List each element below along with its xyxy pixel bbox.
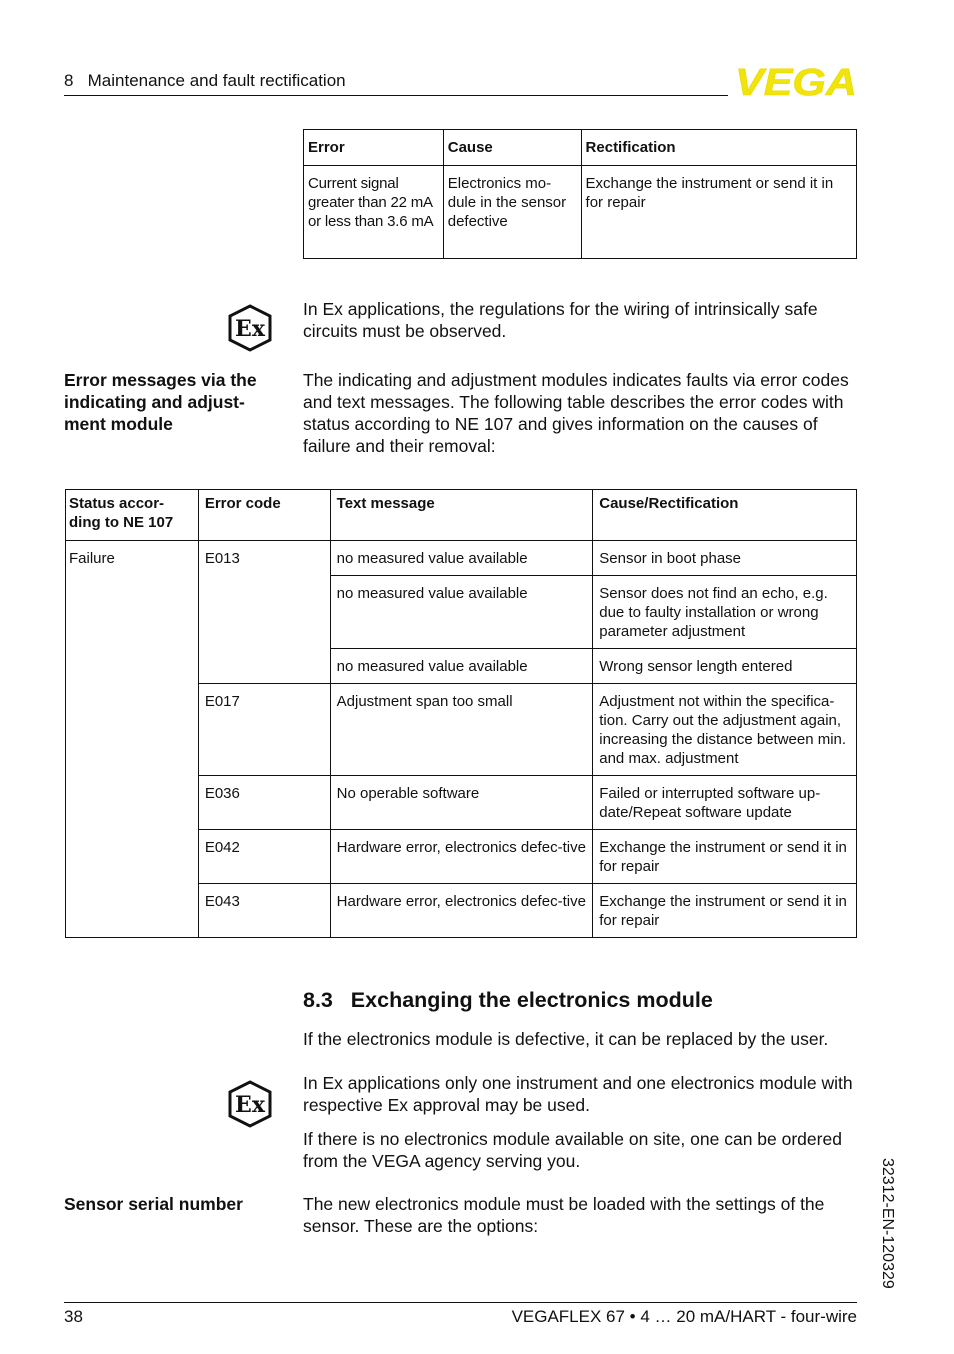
- text-message-cell: no measured value available: [330, 576, 593, 649]
- ne107-error-table: [65, 489, 857, 938]
- cause-cell: Sensor in boot phase: [593, 541, 857, 576]
- table-row: [304, 166, 857, 259]
- text-message-cell: Hardware error, electronics defec-tive: [330, 830, 593, 884]
- chapter-header: 8 Maintenance and fault rectification: [64, 71, 346, 90]
- error-code-cell: E036: [198, 776, 330, 830]
- table-header-row: [304, 130, 857, 166]
- text-message-cell: Hardware error, electronics defec-tive: [330, 884, 593, 938]
- table-row: [66, 541, 857, 576]
- error-messages-label: Error messages via the indicating and adjust-ment module: [64, 370, 257, 434]
- table-cell: Current signal greater than 22 mA or less than 3.6 mA: [304, 166, 444, 259]
- section-intro: If the electronics module is defective, it can be replaced by the user.: [303, 1029, 829, 1049]
- serial-number-label: Sensor serial number: [64, 1194, 243, 1214]
- svg-text:VEGA: VEGA: [735, 64, 857, 98]
- document-number: 32312-EN-120329: [879, 1158, 896, 1289]
- cause-cell: Exchange the instrument or send it in for repair: [593, 830, 857, 884]
- column-header: Cause/Rectification: [593, 490, 857, 541]
- order-note: If there is no electronics module available on site, one can be ordered from the VEGA agency serving you.: [303, 1129, 842, 1171]
- table-header-row: [66, 490, 857, 541]
- text-message-cell: Adjustment span too small: [330, 684, 593, 776]
- vega-logo: [734, 64, 858, 98]
- error-code-cell: E042: [198, 830, 330, 884]
- column-header: Error code: [198, 490, 330, 541]
- product-name: VEGAFLEX 67 • 4 … 20 mA/HART - four-wire: [511, 1307, 857, 1326]
- cause-cell: Adjustment not within the specifica-tion. Carry out the adjustment again, increasing the distance between min. and max. adjustment: [593, 684, 857, 776]
- ex-icon: [226, 304, 274, 352]
- footer-rule: [64, 1302, 857, 1303]
- column-header: Status accor-ding to NE 107: [66, 490, 199, 541]
- svg-text:Ex: Ex: [235, 316, 265, 342]
- status-cell: Failure: [66, 541, 199, 938]
- header-rule: [64, 95, 728, 96]
- svg-text:Ex: Ex: [235, 1092, 265, 1118]
- column-header: Rectification: [581, 130, 856, 166]
- error-messages-text: The indicating and adjustment modules indicates faults via error codes and text messages. The following table describes the error codes with status according to NE 107 and gives information on the causes of failure and their removal:: [303, 370, 849, 456]
- table-cell: Exchange the instrument or send it in for repair: [581, 166, 856, 259]
- page-number: 38: [64, 1307, 83, 1326]
- text-message-cell: No operable software: [330, 776, 593, 830]
- cause-cell: Exchange the instrument or send it in for repair: [593, 884, 857, 938]
- section-title: 8.3 Exchanging the electronics module: [303, 988, 713, 1012]
- error-table: [303, 129, 857, 259]
- error-code-cell: E043: [198, 884, 330, 938]
- cause-cell: Failed or interrupted software up-date/Repeat software update: [593, 776, 857, 830]
- ex-icon: [226, 1080, 274, 1128]
- column-header: Error: [304, 130, 444, 166]
- text-message-cell: no measured value available: [330, 649, 593, 684]
- cause-cell: Sensor does not find an echo, e.g. due to faulty installation or wrong parameter adjustment: [593, 576, 857, 649]
- column-header: Text message: [330, 490, 593, 541]
- table-cell: Electronics mo-dule in the sensor defective: [443, 166, 581, 259]
- cause-cell: Wrong sensor length entered: [593, 649, 857, 684]
- ex-note-approval: In Ex applications only one instrument and one electronics module with respective Ex approval may be used.: [303, 1073, 853, 1115]
- ex-note-wiring: In Ex applications, the regulations for the wiring of intrinsically safe circuits must be observed.: [303, 299, 818, 341]
- serial-number-text: The new electronics module must be loaded with the settings of the sensor. These are the options:: [303, 1194, 825, 1236]
- text-message-cell: no measured value available: [330, 541, 593, 576]
- error-code-cell: E013: [198, 541, 330, 684]
- error-code-cell: E017: [198, 684, 330, 776]
- column-header: Cause: [443, 130, 581, 166]
